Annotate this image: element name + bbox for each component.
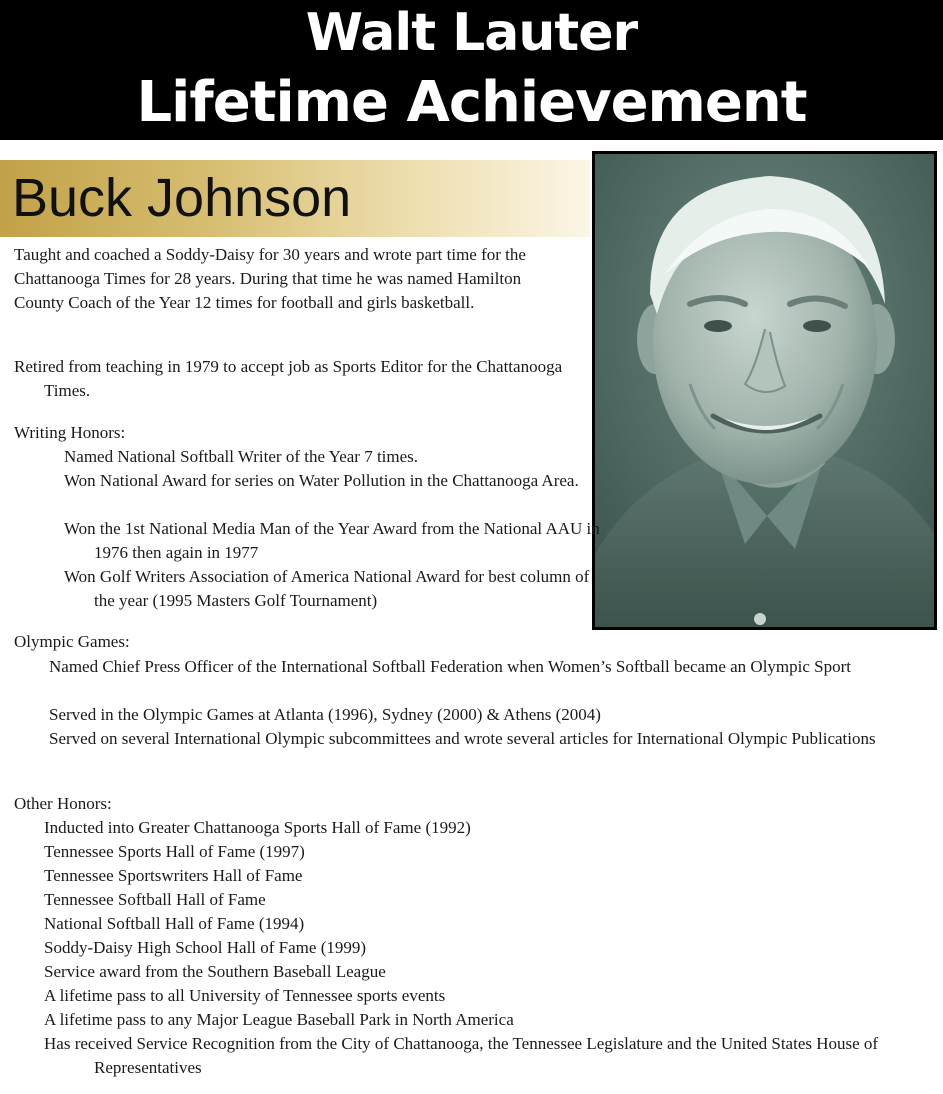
retired-paragraph: Retired from teaching in 1979 to accept job as Sports Editor for the Chattanooga Times. [14, 357, 563, 400]
other-honors-heading: Other Honors: [14, 794, 112, 813]
other-honor-item: Tennessee Sportswriters Hall of Fame [44, 866, 303, 885]
writing-honor-item: Won National Award for series on Water Pollution in the Chattanooga Area. [64, 471, 579, 490]
olympic-games-heading: Olympic Games: [14, 632, 130, 651]
other-honor-item: Soddy-Daisy High School Hall of Fame (1999) [44, 938, 367, 957]
other-honor-item: Has received Service Recognition from the City of Chattanooga, the Tennessee Legislature and the United States House of Representatives [44, 1034, 879, 1077]
olympic-item: Served on several International Olympic subcommittees and wrote several articles for International Olympic Publications [49, 729, 876, 748]
intro-paragraph: Taught and coached a Soddy-Daisy for 30 years and wrote part time for the Chattanooga Times for 28 years. During that time he was named Hamilton County Coach of the Year 12 times for football and girls basketball. [14, 245, 526, 312]
other-honor-item: A lifetime pass to any Major League Baseball Park in North America [44, 1010, 514, 1029]
olympic-item: Named Chief Press Officer of the International Softball Federation when Women’s Softball became an Olympic Sport [49, 657, 851, 676]
other-honor-item: Inducted into Greater Chattanooga Sports Hall of Fame (1992) [44, 818, 471, 837]
other-honor-item: Tennessee Softball Hall of Fame [44, 890, 266, 909]
title-banner [0, 0, 943, 140]
portrait-photo [592, 151, 937, 630]
honoree-name: Buck Johnson [12, 168, 352, 228]
banner-title-line1: Walt Lauter [305, 3, 638, 63]
olympic-item: Served in the Olympic Games at Atlanta (1996), Sydney (2000) & Athens (2004) [49, 705, 601, 724]
other-honor-item: National Softball Hall of Fame (1994) [44, 914, 305, 933]
portrait-photo-icon [595, 154, 934, 627]
name-bar [0, 160, 590, 237]
other-honor-item: Service award from the Southern Baseball League [44, 962, 386, 981]
writing-honor-item: Named National Softball Writer of the Year 7 times. [64, 447, 419, 466]
other-honor-item: Tennessee Sports Hall of Fame (1997) [44, 842, 305, 861]
banner-title-line2: Lifetime Achievement [136, 70, 807, 135]
writing-honor-item: Won the 1st National Media Man of the Year Award from the National AAU in 1976 then again in 1977 [64, 519, 600, 562]
writing-honors-heading: Writing Honors: [14, 423, 126, 442]
other-honor-item: A lifetime pass to all University of Tennessee sports events [44, 986, 446, 1005]
writing-honor-item: Won Golf Writers Association of America National Award for best column of the year (1995 Masters Golf Tournament) [64, 567, 590, 610]
